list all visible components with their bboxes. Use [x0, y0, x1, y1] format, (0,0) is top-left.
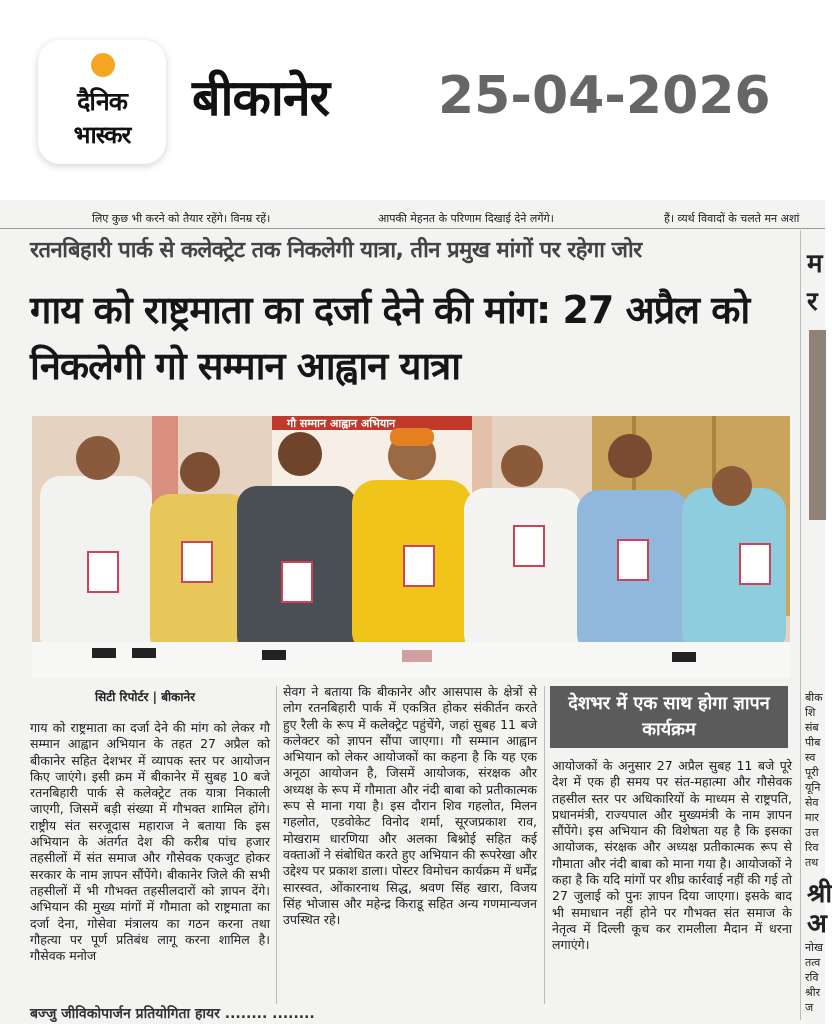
edge-text-13: नोख: [805, 941, 823, 954]
edge-text-5: स्व: [805, 751, 816, 764]
edge-photo: [809, 330, 826, 520]
adjacent-article-edge: [800, 230, 832, 1020]
article-column-2: सेवग ने बताया कि बीकानेर और आसपास के क्षेत्रों से लोग रतनबिहारी पार्क में एकत्रित होकर संकीर्तन करते हुए रैली के रूप में कलेक्ट्रेट पहुंचेंगे, जहां सुबह 11 बजे कलेक्टर को ज्ञापन सौंपा जाएगा। गौ सम्मान आह्वान अभियान को लेकर आयोजकों का कहना है कि यह एक अनूठा आयोजन है, जिसमें आयोजक, संरक्षक और अध्यक्ष के रूप में गौमाता और नंदी बाबा को प्रतीकात्मक रूप से माना गया है। इस दौरान शिव गहलोत, मिलन गहलोत, एडवोकेट विनोद शर्मा, सूरजप्रकाश राव, मोखराम धारणिया और अलका बिश्नोई सहित कई वक्ताओं ने संबोधित करते हुए अभियान की रूपरेखा और उद्देश्य पर प्रकाश डाला। पोस्टर विमोचन कार्यक्रम में धर्मेंद्र सारस्वत, ओंकारनाथ सिद्ध, श्रवण सिंह खारा, विजय सिंह भोजास और महेन्द्र किराडू सहित अन्य गणमान्यजन उपस्थित रहे।: [283, 684, 537, 928]
edge-text-7: यूनि: [805, 781, 821, 794]
edge-heading-4: अ: [807, 909, 827, 939]
edge-heading-1: म: [807, 249, 823, 279]
logo-text-line2: भास्कर: [73, 121, 131, 149]
edge-text-2: शि: [805, 706, 816, 719]
edge-text-10: उत्त: [805, 826, 819, 839]
logo-text-line1: दैनिक: [77, 87, 127, 116]
edge-text-17: ज: [805, 1001, 814, 1014]
column-divider: [276, 686, 277, 1004]
dainik-bhaskar-logo[interactable]: [38, 40, 166, 164]
sun-icon: [90, 52, 116, 78]
edge-text-11: रिव: [805, 841, 819, 854]
edge-text-16: श्रीर: [805, 986, 821, 999]
horoscope-strip: [0, 208, 825, 230]
edge-text-8: सेव: [805, 796, 819, 809]
edge-text-6: पूरी: [805, 766, 819, 779]
strip-divider: [0, 228, 825, 229]
column-divider: [544, 686, 545, 1004]
edge-heading-3: श्री: [807, 879, 832, 909]
edge-text-14: तत्व: [805, 956, 821, 969]
strip-text-left: लिए कुछ भी करने को तैयार रहेंगे। विनम्र रहें।: [92, 212, 271, 225]
edge-text-4: पीब: [805, 736, 821, 749]
strip-text-right: हैं। व्यर्थ विवादों के चलते मन अशां: [664, 212, 800, 225]
article-column-1: गाय को राष्ट्रमाता का दर्जा देने की मांग को लेकर गौ सम्मान आह्वान अभियान के तहत 27 अप्रैल को बीकानेर सहित देशभर में व्यापक स्तर पर आयोजन किए जाएंगे। इसी क्रम में बीकानेर में सुबह 10 बजे रतनबिहारी पार्क से कलेक्ट्रेट तक यात्रा निकाली जाएगी, जिसमें बड़ी संख्या में गौभक्त शामिल होंगे। राष्ट्रीय संत सरजूदास महाराज ने बताया कि इस अभियान के अंतर्गत देश की करीब पांच हजार तहसीलों में संत समाज और गौसेवक एकजुट होकर सरकार के नाम ज्ञापन सौंपेंगे। बीकानेर जिले की सभी तहसीलों में भी गौभक्त तहसीलदारों को ज्ञापन देंगे। अभियान की मुख्य मांगों में गौमाता को राष्ट्रमाता का दर्जा देना, गोसेवा मंत्रालय का गठन करना तथा गौहत्या पर पूर्ण प्रतिबंध लागू करना शामिल है। गौसेवक मनोज: [30, 720, 270, 964]
article-subheading: देशभर में एक साथ होगा ज्ञापन कार्यक्रम: [550, 686, 788, 748]
app-header: [0, 0, 825, 200]
article-kicker: रतनबिहारी पार्क से कलेक्ट्रेट तक निकलेगी यात्रा, तीन प्रमुख मांगों पर रहेगा जोर: [30, 238, 642, 263]
article-column-3: आयोजकों के अनुसार 27 अप्रैल सुबह 11 बजे पूरे देश में एक ही समय पर संत-महात्मा और गौसेवक तहसील स्तर पर अधिकारियों के माध्यम से राष्ट्रपति, प्रधानमंत्री, राज्यपाल और मुख्यमंत्री के नाम ज्ञापन सौंपेंगे। इस अभियान की विशेषता यह है कि इसका आयोजक, संरक्षक और अध्यक्ष प्रतीकात्मक रूप से गौमाता और नंदी बाबा को माना गया है। आयोजकों ने कहा है कि यदि मांगों पर शीघ्र कार्रवाई नहीं की गई तो 27 जुलाई को पुनः ज्ञापन दिया जाएगा। इसके बाद भी समाधान नहीं होने पर गौभक्त संत समाज के नेतृत्व में दिल्ली कूच कर रामलीला मैदान में धरना लगाएंगे।: [552, 758, 792, 953]
edge-text-12: तथ: [805, 856, 819, 869]
event-photo-illustration: [32, 416, 790, 678]
banner-text: गौ सम्मान आह्वान अभियान: [287, 417, 396, 430]
article-byline: सिटी रिपोर्टर | बीकानेर: [95, 690, 196, 704]
newspaper-clipping: [0, 200, 832, 1024]
edge-text-15: रवि: [805, 971, 819, 984]
event-photo: [32, 416, 790, 678]
strip-text-middle: आपकी मेहनत के परिणाम दिखाई देने लगेंगे।: [378, 212, 554, 225]
next-article-cutoff: बज्जु जीविकोपार्जन प्रतियोगिता हायर ........ ........: [30, 1006, 315, 1022]
edge-heading-2: र: [807, 287, 818, 317]
edition-date: 25-04-2026: [438, 66, 771, 126]
edge-text-9: मार: [805, 811, 819, 824]
edition-city: बीकानेर: [192, 69, 330, 127]
edge-text-1: बीक: [805, 691, 823, 704]
article-headline: गाय को राष्ट्रमाता का दर्जा देने की मांग: 27 अप्रैल को निकलेगी गो सम्मान आह्वान यात्रा: [30, 288, 750, 388]
edge-text-3: संब: [805, 721, 819, 734]
